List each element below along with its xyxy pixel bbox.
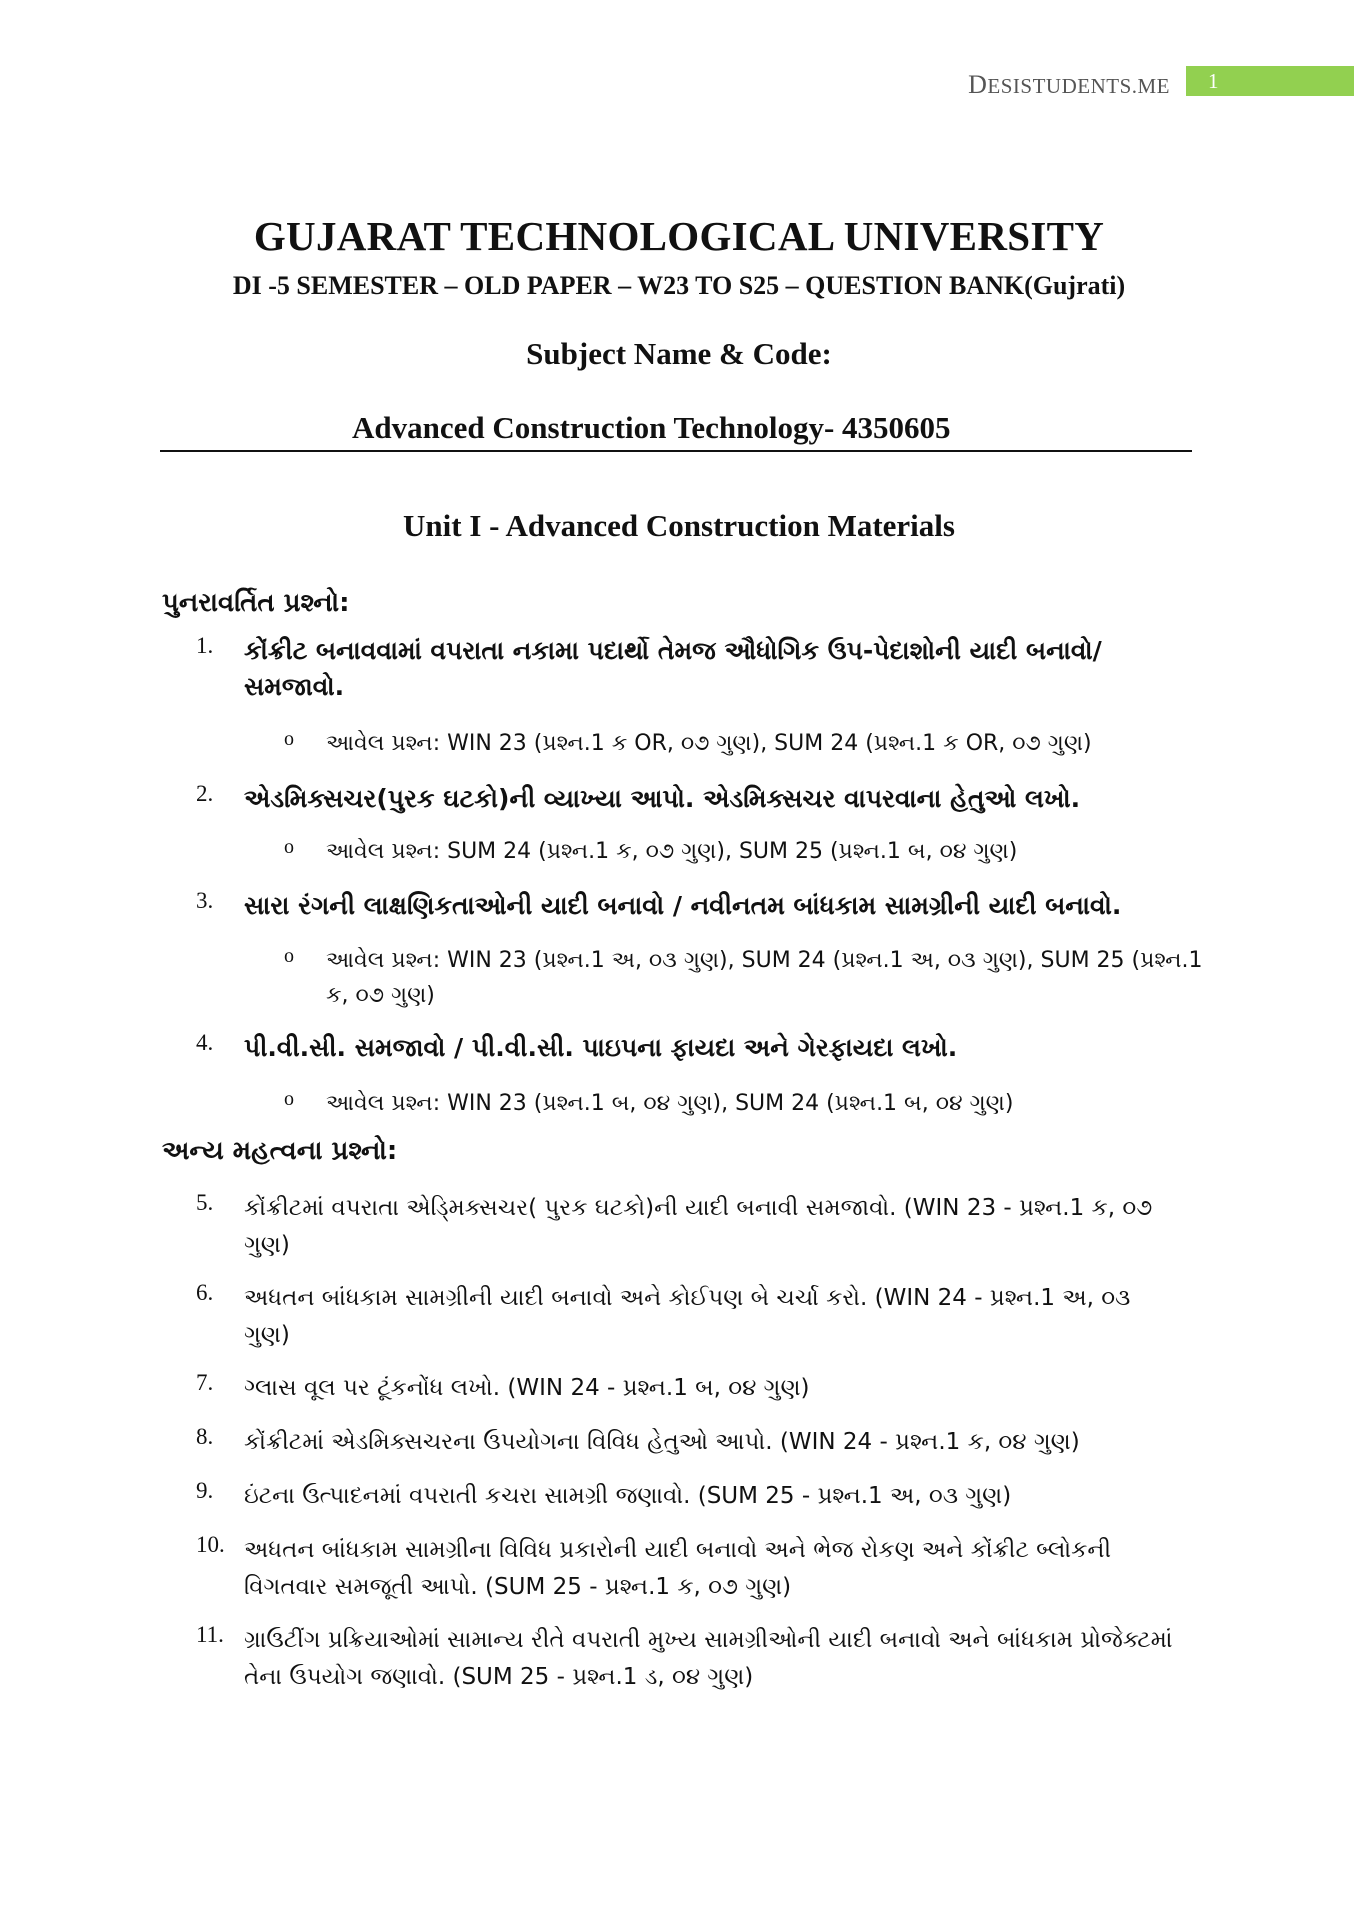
- circle-bullet-icon: o: [284, 836, 294, 858]
- asked-in-text: આવેલ પ્રશ્ન: WIN 23 (પ્રશ્ન.1 ક OR, ૦૭ ગુણ), SUM 24 (પ્રશ્ન.1 ક OR, ૦૭ ગુણ): [326, 731, 1092, 756]
- question-number: 4.: [196, 1030, 214, 1055]
- page-number: 1: [1208, 69, 1219, 93]
- asked-in-text: આવેલ પ્રશ્ન: WIN 23 (પ્રશ્ન.1 અ, ૦૩ ગુણ), SUM 24 (પ્રશ્ન.1 અ, ૦૩ ગુણ), SUM 25 (પ્રશ્ન.1 ક, ૦૭ ગુણ): [326, 948, 1203, 1008]
- circle-bullet-icon: o: [284, 1088, 294, 1110]
- question-number: 9.: [196, 1478, 214, 1503]
- document-subtitle: DI -5 SEMESTER – OLD PAPER – W23 TO S25 – QUESTION BANK(Gujrati): [232, 271, 1126, 300]
- page-header: [0, 66, 1358, 99]
- asked-in-text: આવેલ પ્રશ્ન: SUM 24 (પ્રશ્ન.1 ક, ૦૭ ગુણ), SUM 25 (પ્રશ્ન.1 બ, ૦૪ ગુણ): [326, 839, 1018, 864]
- question-text: પી.વી.સી. સમજાવો / પી.વી.સી. પાઇપના ફાયદા અને ગેરફાયદા લખો.: [244, 1033, 958, 1062]
- question-number: 8.: [196, 1424, 214, 1449]
- question-text: કોંક્રીટમાં વપરાતા એડ્મિક્સચર( પુરક ઘટકો)ની યાદી બનાવી સમજાવો. (WIN 23 - પ્રશ્ન.1 ક, ૦૭ ગુણ): [244, 1195, 1153, 1258]
- question-text: અધતન બાંધકામ સામગ્રીના વિવિધ પ્રકારોની યાદી બનાવો અને ભેજ રોકણ અને કોંક્રીટ બ્લોકની વિગતવાર સમજૂતી આપો. (SUM 25 - પ્રશ્ન.1 ક, ૦૭ ગુણ): [244, 1537, 1112, 1600]
- unit-title: Unit I - Advanced Construction Materials: [403, 508, 955, 543]
- repeated-questions-heading: પુનરાવર્તિત પ્રશ્નો:: [162, 588, 350, 618]
- question-text: ઇંટના ઉત્પાદનમાં વપરાતી કચરા સામગ્રી જણાવો. (SUM 25 - પ્રશ્ન.1 અ, ૦૩ ગુણ): [244, 1483, 1012, 1509]
- subject-name-line: [160, 410, 1192, 452]
- question-text: કોંક્રીટમાં એડમિક્સચરના ઉપયોગના વિવિધ હેતુઓ આપો. (WIN 24 - પ્રશ્ન.1 ક, ૦૪ ગુણ): [244, 1429, 1080, 1455]
- question-text: ગ્રાઉટીંગ પ્રક્રિયાઓમાં સામાન્ય રીતે વપરાતી મુખ્ય સામગ્રીઓની યાદી બનાવો અને બાંધકામ પ્રોજેક્ટમાં તેના ઉપયોગ જણાવો. (SUM 25 - પ્રશ્ન.1 ડ, ૦૪ ગુણ): [244, 1627, 1173, 1690]
- question-text: એડમિક્સચર(પુરક ઘટકો)ની વ્યાખ્યા આપો. એડમિક્સચર વાપરવાના હેતુઓ લખો.: [244, 784, 1081, 813]
- question-number: 11.: [196, 1622, 224, 1647]
- site-name: DESISTUDENTS.ME: [968, 70, 1170, 99]
- question-number: 5.: [196, 1190, 214, 1215]
- question-number: 1.: [196, 633, 214, 658]
- question-number: 7.: [196, 1370, 214, 1395]
- question-number: 10.: [196, 1532, 225, 1557]
- question-number: 2.: [196, 781, 214, 806]
- subject-name: Advanced Construction Technology- 4350605: [352, 410, 951, 445]
- subject-label: Subject Name & Code:: [526, 336, 832, 371]
- question-text: ગ્લાસ વૂલ પર ટૂંકનોંધ લખો. (WIN 24 - પ્રશ્ન.1 બ, ૦૪ ગુણ): [244, 1375, 810, 1401]
- document-title: GUJARAT TECHNOLOGICAL UNIVERSITY: [253, 213, 1105, 259]
- question-text: કોંક્રીટ બનાવવામાં વપરાતા નકામા પદાર્થો તેમજ ઔધોગિક ઉપ-પેદાશોની યાદી બનાવો/સમજાવો.: [244, 636, 1102, 701]
- asked-in-text: આવેલ પ્રશ્ન: WIN 23 (પ્રશ્ન.1 બ, ૦૪ ગુણ), SUM 24 (પ્રશ્ન.1 બ, ૦૪ ગુણ): [326, 1091, 1014, 1116]
- question-text: સારા રંગની લાક્ષણિકતાઓની યાદી બનાવો / નવીનતમ બાંધકામ સામગ્રીની યાદી બનાવો.: [244, 891, 1122, 920]
- question-number: 3.: [196, 888, 214, 913]
- question-text: અધતન બાંધકામ સામગ્રીની યાદી બનાવો અને કોઈપણ બે ચર્ચા કરો. (WIN 24 - પ્રશ્ન.1 અ, ૦૩ ગુણ): [244, 1285, 1131, 1348]
- other-questions-heading: અન્ય મહત્વના પ્રશ્નો:: [162, 1136, 398, 1166]
- circle-bullet-icon: o: [284, 945, 294, 967]
- circle-bullet-icon: o: [284, 728, 294, 750]
- page-number-box: [1186, 66, 1354, 96]
- question-number: 6.: [196, 1280, 214, 1305]
